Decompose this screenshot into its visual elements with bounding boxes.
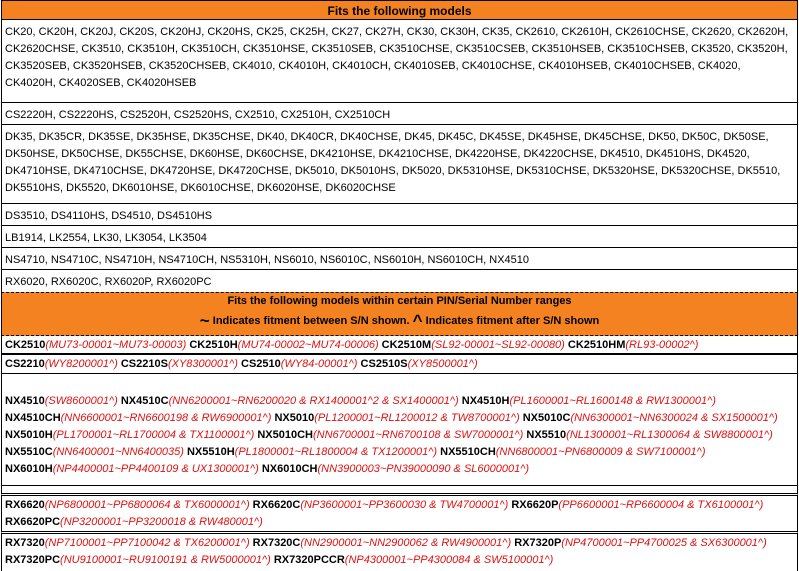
fitment-header-text: Fits the following models [327, 4, 472, 18]
model-row-ds [1, 207, 798, 226]
serial-range: (XY8500001^) [407, 358, 478, 370]
model-name: NX5510 [526, 429, 567, 441]
serial-header-title: Fits the following models within certain PIN/Serial Number ranges [227, 295, 572, 307]
model-name: CS2510 [241, 358, 281, 370]
model-name: RX6620PC [5, 516, 61, 528]
model-name: NX4510 [5, 395, 45, 407]
model-name: NX5510H [186, 446, 235, 458]
model-list-text: CS2220H, CS2220HS, CS2520H, CS2520HS, CX2510, CX2510H, CX2510CH [5, 109, 391, 121]
serial-row-ck [1, 336, 798, 355]
model-row-ck [1, 23, 798, 103]
model-name: RX7320C [252, 537, 301, 549]
model-name: RX6620P [511, 499, 559, 511]
serial-range: (NP6800001~PP6800064 & TX6000001^) [44, 499, 250, 511]
model-name: NX5510CH [440, 446, 496, 458]
model-name: NX4510H [461, 395, 510, 407]
model-name: RX7320PC [5, 554, 61, 566]
model-name: NX6010H [5, 463, 53, 475]
serial-range: (NP4300001~PP4300084 & SW5100001^) [344, 554, 554, 566]
serial-range: (NN6200001~RN6200020 & RX1400001^2 & SX1400001^) [168, 395, 459, 407]
serial-range: (PL1700001~RL1700004 & TX1100001^) [52, 429, 255, 441]
model-row-rx [1, 273, 798, 292]
model-list-text: DK35, DK35CR, DK35SE, DK35HSE, DK35CHSE, DK40, DK40CR, DK40CHSE, DK45, DK45C, DK45SE, DK45HSE, DK45CHSE, DK50, DK50C, DK50SE, DK50HSE, DK50CHSE, DK55CHSE, DK60HSE, DK60CHSE, DK4210HSE, DK4210CHSE, DK4220HSE, DK4220CHSE, DK4510, DK4510HS, DK4520, DK4710HSE, DK4710CHSE, DK4720HSE, DK4720CHSE, DK5010, DK5010HS, DK5020, DK5310HSE, DK5310CHSE, DK5320HSE, DK5320CHSE, DK5510, DK5510HS, DK5520, DK6010HSE, DK6010CHSE, DK6020HSE, DK6020CHSE [5, 131, 781, 194]
model-name: CS2210 [5, 358, 45, 370]
serial-range: (PL1200001~RL1200012 & TW8700001^) [314, 412, 520, 424]
model-name: NX5510C [5, 446, 53, 458]
model-row-cs [1, 106, 798, 125]
serial-range: (RL93-00002^) [625, 339, 699, 351]
tilde-symbol: ~ [199, 311, 210, 330]
model-name: CK2510 [5, 339, 46, 351]
serial-range: (WY84-00001^) [280, 358, 358, 370]
model-list-text: DS3510, DS4110HS, DS4510, DS4510HS [5, 210, 213, 222]
model-name: CK2510HM [567, 339, 626, 351]
serial-range: (SW8600001^) [44, 395, 118, 407]
model-name: RX7320 [5, 537, 45, 549]
model-list-text: RX6020, RX6020C, RX6020P, RX6020PC [5, 276, 212, 288]
serial-range: (NN6400001~NN6400035) [52, 446, 184, 458]
serial-range: (WY8200001^) [44, 358, 118, 370]
model-name: RX6620 [5, 499, 45, 511]
model-name: NX5010 [274, 412, 315, 424]
model-row-lb [1, 229, 798, 248]
serial-header-legend [2, 311, 797, 331]
serial-range: (NN6300001~NN6300024 & SX1500001^) [570, 412, 778, 424]
serial-range: (NN3900003~PN39000090 & SL6000001^) [317, 463, 530, 475]
model-row-ns [1, 251, 798, 270]
serial-range: (NN2900001~NN2900062 & RW4900001^) [300, 537, 512, 549]
serial-range: (NU9100001~RU9100191 & RW5000001^) [60, 554, 271, 566]
serial-range: (SL92-00001~SL92-00080) [431, 339, 565, 351]
serial-row-nx [1, 392, 798, 486]
fitment-header [1, 0, 798, 20]
model-name: NX5010C [522, 412, 571, 424]
serial-row-rx66 [1, 496, 798, 534]
serial-range: (NP4700001~PP4700025 & SX6300001^) [561, 537, 767, 549]
model-name: RX7320P [514, 537, 562, 549]
serial-range: (MU73-00001~MU73-00003) [45, 339, 187, 351]
model-name: CS2510S [360, 358, 408, 370]
serial-range: (NN6600001~RN6600198 & RW6900001^) [60, 412, 272, 424]
blank-gap [1, 486, 798, 496]
model-name: NX4510CH [5, 412, 61, 424]
model-list-text: LB1914, LK2554, LK30, LK3054, LK3504 [5, 232, 207, 244]
model-name: NX4510C [120, 395, 169, 407]
fitment-table [1, 0, 798, 571]
serial-row-rx73 [1, 534, 798, 571]
model-name: RX7320PCCR [273, 554, 345, 566]
model-name: NX5010H [5, 429, 53, 441]
serial-row-cs [1, 355, 798, 374]
serial-range: (PP6600001~RP6600004 & TX6100001^) [558, 499, 764, 511]
model-list-text: NS4710, NS4710C, NS4710H, NS4710CH, NS5310H, NS6010, NS6010C, NS6010H, NS6010CH, NX4510 [5, 254, 530, 266]
serial-range: (XY8300001^) [167, 358, 238, 370]
model-name: CK2510H [189, 339, 238, 351]
legend-after-text: Indicates fitment after S/N shown [422, 315, 600, 327]
serial-range: (NP7100001~PP7100042 & TX6200001^) [44, 537, 250, 549]
serial-range: (NP3600001~PP3600030 & TW4700001^) [300, 499, 509, 511]
serial-range: (MU74-00002~MU74-00006) [237, 339, 379, 351]
serial-range: (NP3200001~PP3200018 & RW480001^) [60, 516, 263, 528]
model-name: RX6620C [252, 499, 301, 511]
legend-between-text: Indicates fitment between S/N shown. [209, 315, 413, 327]
serial-range: (NL1300001~RL1300064 & SW8800001^) [566, 429, 773, 441]
serial-header [1, 292, 798, 336]
model-name: NX6010CH [261, 463, 318, 475]
serial-range: (PL1600001~RL1600148 & RW1300001^) [509, 395, 716, 407]
model-row-dk [1, 128, 798, 204]
serial-range: (NP4400001~PP4400109 & UX1300001^) [52, 463, 259, 475]
model-list-text: CK20, CK20H, CK20J, CK20S, CK20HJ, CK20HS, CK25, CK25H, CK27, CK27H, CK30, CK30H, CK35, CK2610, CK2610H, CK2610CHSE, CK2620, CK2620H, CK2620CHSE, CK3510, CK3510H, CK3510CH, CK3510HSE, CK3510SEB, CK3510CHSE, CK3510CSEB, CK3510HSEB, CK3510CHSEB, CK3520, CK3520H, CK3520SEB, CK3520HSEB, CK3520CHSEB, CK4010, CK4010H, CK4010CH, CK4010SEB, CK4010CHSE, CK4010HSEB, CK4010CHSEB, CK4020, CK4020H, CK4020SEB, CK4020HSEB [5, 26, 789, 89]
blank-gap [1, 374, 798, 392]
model-name: CK2510M [381, 339, 432, 351]
serial-range: (NN6700001~RN6700108 & SW7000001^) [313, 429, 524, 441]
caret-symbol: ^ [412, 311, 423, 330]
model-name: NX5010CH [257, 429, 313, 441]
serial-range: (PL1800001~RL1800004 & TX1200001^) [234, 446, 438, 458]
serial-range: (NN6800001~PN6800009 & SW7100001^) [495, 446, 706, 458]
model-name: CS2210S [120, 358, 168, 370]
